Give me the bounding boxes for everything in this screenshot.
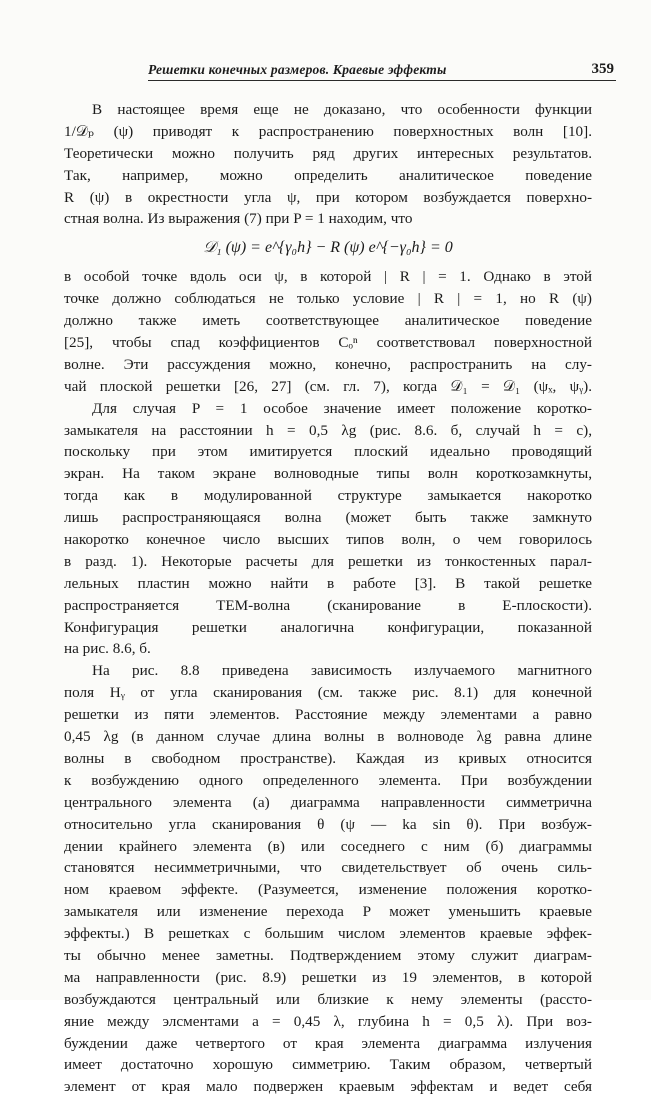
text-line: ты обычно менее заметны. Подтверждением этому служит диаграм-	[64, 946, 592, 964]
text-line: экран. На таком экране волноводные типы волн короткозамкнуты,	[64, 465, 592, 483]
page-number: 359	[591, 61, 614, 77]
text-line: накоротко конечное число высших типов волн, о чем говорилось	[64, 531, 592, 549]
text-line: Конфигурация решетки аналогична конфигурации, показанной	[64, 618, 592, 636]
text-line: дении крайнего элемента (в) или соседнего с ним (б) диаграммы	[64, 837, 592, 855]
header-rule	[148, 80, 616, 81]
text-line: поскольку при этом имитируется плоский идеально проводящий	[64, 443, 592, 461]
text-line: элемент от края мало подвержен краевым эффектам и ведет себя	[64, 1078, 592, 1096]
text-line: относительно угла сканирования θ (ψ — ka sin θ). При возбуж-	[64, 815, 592, 833]
text-line: эффекты.) В решетках с большим числом элементов краевые эффек-	[64, 925, 592, 943]
text-line: возбуждаются центральный или близкие к нему элементы (рассто-	[64, 990, 592, 1008]
text-line: Для случая P = 1 особое значение имеет положение коротко-	[92, 399, 592, 417]
text-line: волны в свободном пространстве). Каждая из кривых относится	[64, 749, 592, 767]
text-line: лельных пластин можно найти в работе [3]. В такой решетке	[64, 574, 592, 592]
text-line: чай плоской решетки [26, 27] (см. гл. 7), когда 𝒟₁ = 𝒟₁ (ψₓ, ψᵧ).	[64, 377, 592, 395]
text-line: Так, например, можно определить аналитическое поведение	[64, 166, 592, 184]
text-line: имеет достаточно хорошую симметрию. Таким образом, четвертый	[64, 1056, 592, 1074]
text-line: тогда как в модулированной структуре замыкается накоротко	[64, 487, 592, 505]
text-line: замыкателя или изменение перехода P может уменьшить краевые	[64, 903, 592, 921]
text-line: должно также иметь соответствующее аналитическое поведение	[64, 312, 592, 330]
body-text	[64, 99, 592, 1098]
text-line: ма направленности (рис. 8.9) решетки из 19 элементов, в которой	[64, 968, 592, 986]
text-line: на рис. 8.6, б.	[64, 640, 151, 658]
running-title: Решетки конечных размеров. Краевые эффекты	[148, 62, 447, 77]
text-line: лишь распространяющаяся волна (может быть также замкнуто	[64, 509, 592, 527]
text-line: решетки из пяти элементов. Расстояние между элементами a равно	[64, 706, 592, 724]
text-line: точке должно соблюдаться не только условие | R | = 1, но R (ψ)	[64, 290, 592, 308]
text-line: к возбуждению одного определенного элемента. При возбуждении	[64, 771, 592, 789]
text-line: замыкателя на расстоянии h = 0,5 λg (рис. 8.6. б, случай h = c),	[64, 421, 592, 439]
text-line: в разд. 1). Некоторые расчеты для решетки из тонкостенных парал-	[64, 552, 592, 570]
text-line: буждении даже четвертого от края элемента диаграмма излучения	[64, 1034, 592, 1052]
text-line: центрального элемента (а) диаграмма направленности симметрична	[64, 793, 592, 811]
equation: 𝒟₁ (ψ) = e^{γ₀h} − R (ψ) e^{−γ₀h} = 0	[203, 239, 453, 257]
text-line: стная волна. Из выражения (7) при P = 1 находим, что	[64, 210, 413, 228]
text-line: становятся несимметричными, что свидетельствует об очень силь-	[64, 859, 592, 877]
text-line: 0,45 λg (в данном случае длина волны в волноводе λg равна длине	[64, 728, 592, 746]
text-line: В настоящее время еще не доказано, что особенности функции	[92, 101, 592, 118]
text-line: поля Hᵧ от угла сканирования (см. также рис. 8.1) для конечной	[64, 684, 592, 702]
text-line: ном краевом эффекте. (Разумеется, изменение положения коротко-	[64, 881, 592, 899]
text-line: волне. Эти рассуждения можно, конечно, распространить на слу-	[64, 355, 592, 373]
text-line: яние между элсментами a = 0,45 λ, глубина h = 0,5 λ). При воз-	[64, 1012, 592, 1030]
text-line: распространяется ТЕМ-волна (сканирование в E-плоскости).	[64, 596, 592, 614]
text-line: 1/𝒟ₚ (ψ) приводят к распространению поверхностных волн [10].	[64, 122, 592, 140]
text-line: Теоретически можно получить ряд других интересных результатов.	[64, 144, 592, 162]
text-line: На рис. 8.8 приведена зависимость излучаемого магнитного	[92, 662, 592, 680]
text-line: в особой точке вдоль оси ψ, в которой | R | = 1. Однако в этой	[64, 268, 592, 286]
text-line: R (ψ) в окрестности угла ψ, при котором возбуждается поверхно-	[64, 188, 592, 206]
text-line: [25], чтобы спад коэффициентов Cₒⁿ соответствовал поверхностной	[64, 334, 592, 352]
page-header	[148, 58, 618, 82]
